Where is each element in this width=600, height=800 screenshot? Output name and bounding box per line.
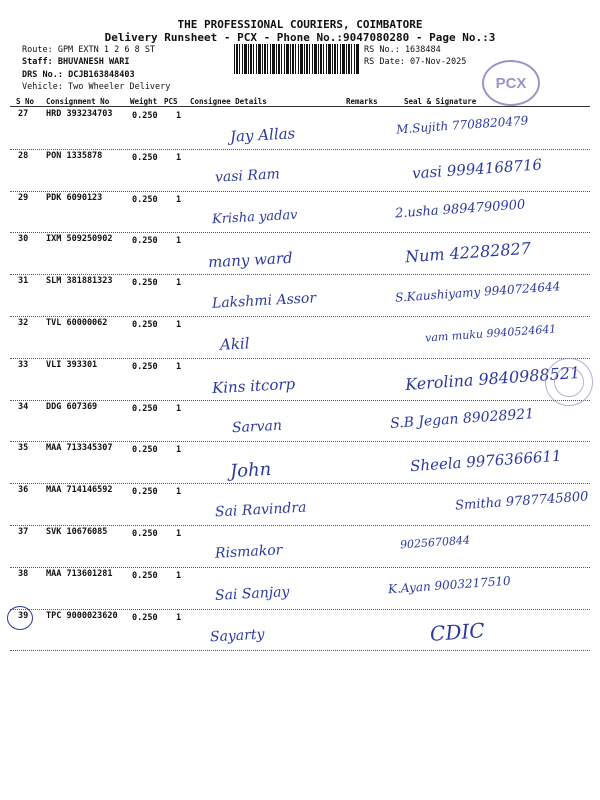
row-weight: 0.250 — [132, 236, 158, 247]
row-sno: 37 — [18, 527, 29, 537]
col-consignment: Consignment No — [46, 97, 110, 106]
row-pcs: 1 — [176, 194, 182, 205]
row-consignment: MAA 714146592 — [46, 485, 113, 496]
row-pcs: 1 — [176, 612, 182, 623]
row-divider — [10, 358, 590, 359]
row-sno: 32 — [18, 318, 29, 328]
pcx-stamp: PCX — [482, 60, 540, 106]
row-divider — [10, 274, 590, 275]
row-pcs: 1 — [176, 361, 182, 372]
row-sno: 27 — [18, 109, 29, 119]
row-weight: 0.250 — [132, 612, 158, 623]
row-pcs: 1 — [176, 570, 182, 581]
row-signature-handwritten: vasi 9994168716 — [411, 155, 543, 183]
row-weight: 0.250 — [132, 194, 158, 205]
row-weight: 0.250 — [132, 403, 158, 414]
row-divider — [10, 232, 590, 233]
staff-line — [22, 57, 130, 67]
staff-label: Staff: — [22, 57, 53, 67]
row-signature-handwritten: K.Ayan 9003217510 — [387, 573, 512, 597]
row-consignment: TVL 60000062 — [46, 318, 108, 328]
col-consignee: Consignee Details — [190, 97, 267, 106]
drs-line — [22, 70, 135, 80]
row-pcs: 1 — [176, 487, 182, 498]
rs-date: RS Date: 07-Nov-2025 — [364, 57, 467, 67]
row-consignee-handwritten: Sai Sanjay — [214, 583, 290, 604]
runsheet-subtitle: Delivery Runsheet - PCX - Phone No.:9047080280 - Page No.:3 — [104, 31, 496, 44]
row-consignee-handwritten: Akil — [219, 334, 250, 354]
row-pcs: 1 — [176, 152, 182, 163]
row-signature-handwritten: S.B Jegan 89028921 — [389, 405, 535, 432]
row-signature-handwritten: 9025670844 — [399, 533, 471, 552]
row-consignee-handwritten: Sai Ravindra — [214, 499, 307, 521]
row-weight: 0.250 — [132, 529, 158, 539]
row-pcs: 1 — [176, 236, 182, 247]
row-consignee-handwritten: Sarvan — [231, 417, 283, 436]
row-consignee-handwritten: John — [229, 459, 272, 483]
drs-number: DCJB163848403 — [68, 70, 135, 80]
row-divider — [10, 316, 590, 317]
staff-name: BHUVANESH WARI — [57, 57, 130, 67]
header-divider — [10, 106, 590, 107]
row-consignment: SLM 381881323 — [46, 276, 113, 287]
row-consignment: MAA 713345307 — [46, 443, 113, 454]
row-weight: 0.250 — [132, 320, 158, 330]
row-signature-handwritten: S.Kaushiyamy 9940724644 — [394, 279, 561, 305]
row-consignment: TPC 9000023620 — [46, 610, 118, 621]
col-weight: Weight — [130, 97, 158, 106]
row-weight: 0.250 — [132, 111, 158, 121]
row-signature-handwritten: CDIC — [429, 617, 486, 646]
row-sno: 38 — [18, 568, 29, 579]
row-divider — [10, 191, 590, 192]
row-signature-handwritten: vam muku 9940524641 — [424, 322, 557, 345]
row-signature-handwritten: M.Sujith 7708820479 — [395, 113, 529, 137]
barcode-image — [234, 44, 360, 74]
row-signature-handwritten: Num 42282827 — [404, 239, 532, 267]
row-divider — [10, 441, 590, 442]
row-weight: 0.250 — [132, 361, 158, 372]
drs-label: DRS No.: — [22, 70, 63, 80]
row-divider — [10, 400, 590, 401]
route-text: Route: GPM EXTN 1 2 6 8 ST — [22, 45, 156, 55]
row-divider — [10, 149, 590, 150]
row-weight: 0.250 — [132, 487, 158, 498]
vehicle-text: Vehicle: Two Wheeler Delivery — [22, 82, 171, 92]
row-consignee-handwritten: Krisha yadav — [211, 207, 298, 227]
col-remarks: Remarks — [346, 97, 378, 106]
row-divider — [10, 650, 590, 651]
row-weight: 0.250 — [132, 445, 158, 456]
row-pcs: 1 — [176, 529, 182, 539]
col-signature: Seal & Signature — [404, 97, 477, 106]
row-divider — [10, 525, 590, 526]
company-title: THE PROFESSIONAL COURIERS, COIMBATORE — [177, 18, 423, 31]
row-signature-handwritten: 2.usha 9894790900 — [394, 197, 526, 222]
row-weight: 0.250 — [132, 278, 158, 289]
row-sno: 31 — [18, 276, 29, 287]
row-divider — [10, 609, 590, 610]
row-pcs: 1 — [176, 320, 182, 330]
col-sno: S No — [16, 97, 35, 106]
row-consignee-handwritten: Kins itcorp — [211, 374, 296, 397]
row-sno: 29 — [18, 192, 29, 203]
row-consignee-handwritten: Sayarty — [209, 626, 265, 646]
row-sno: 33 — [18, 359, 29, 370]
row-divider — [10, 567, 590, 568]
round-seal-stamp — [545, 358, 593, 406]
row-signature-handwritten: Kerolina 9840988521 — [404, 362, 581, 394]
row-39-circle-mark — [7, 606, 33, 630]
row-sno: 30 — [18, 234, 29, 245]
row-consignee-handwritten: Lakshmi Assor — [211, 290, 317, 312]
row-weight: 0.250 — [132, 152, 158, 163]
row-consignment: PON 1335878 — [46, 150, 103, 161]
row-sno: 39 — [18, 610, 29, 621]
row-consignment: IXM 509250902 — [46, 234, 113, 245]
row-consignment: HRD 393234703 — [46, 109, 113, 119]
row-pcs: 1 — [176, 445, 182, 456]
row-pcs: 1 — [176, 278, 182, 289]
row-sno: 34 — [18, 401, 29, 412]
col-pcs: PCS — [164, 97, 178, 106]
row-consignment: PDK 6090123 — [46, 192, 103, 203]
row-weight: 0.250 — [132, 570, 158, 581]
row-consignment: VLI 393301 — [46, 359, 98, 370]
rs-number: RS No.: 1638484 — [364, 45, 441, 55]
row-sno: 36 — [18, 485, 29, 496]
row-divider — [10, 483, 590, 484]
row-signature-handwritten: Sheela 9976366611 — [409, 447, 563, 476]
row-consignment: SVK 10676085 — [46, 527, 108, 537]
row-sno: 28 — [18, 150, 29, 161]
row-consignee-handwritten: Rismakor — [214, 542, 283, 562]
row-signature-handwritten: Smitha 9787745800 — [454, 489, 589, 514]
row-consignment: DDG 607369 — [46, 401, 98, 412]
row-consignment: MAA 713601281 — [46, 568, 113, 579]
row-consignee-handwritten: many ward — [207, 249, 294, 272]
row-consignee-handwritten: Jay Allas — [229, 124, 296, 146]
row-sno: 35 — [18, 443, 29, 454]
row-pcs: 1 — [176, 111, 182, 121]
row-consignee-handwritten: vasi Ram — [214, 166, 281, 186]
row-pcs: 1 — [176, 403, 182, 414]
